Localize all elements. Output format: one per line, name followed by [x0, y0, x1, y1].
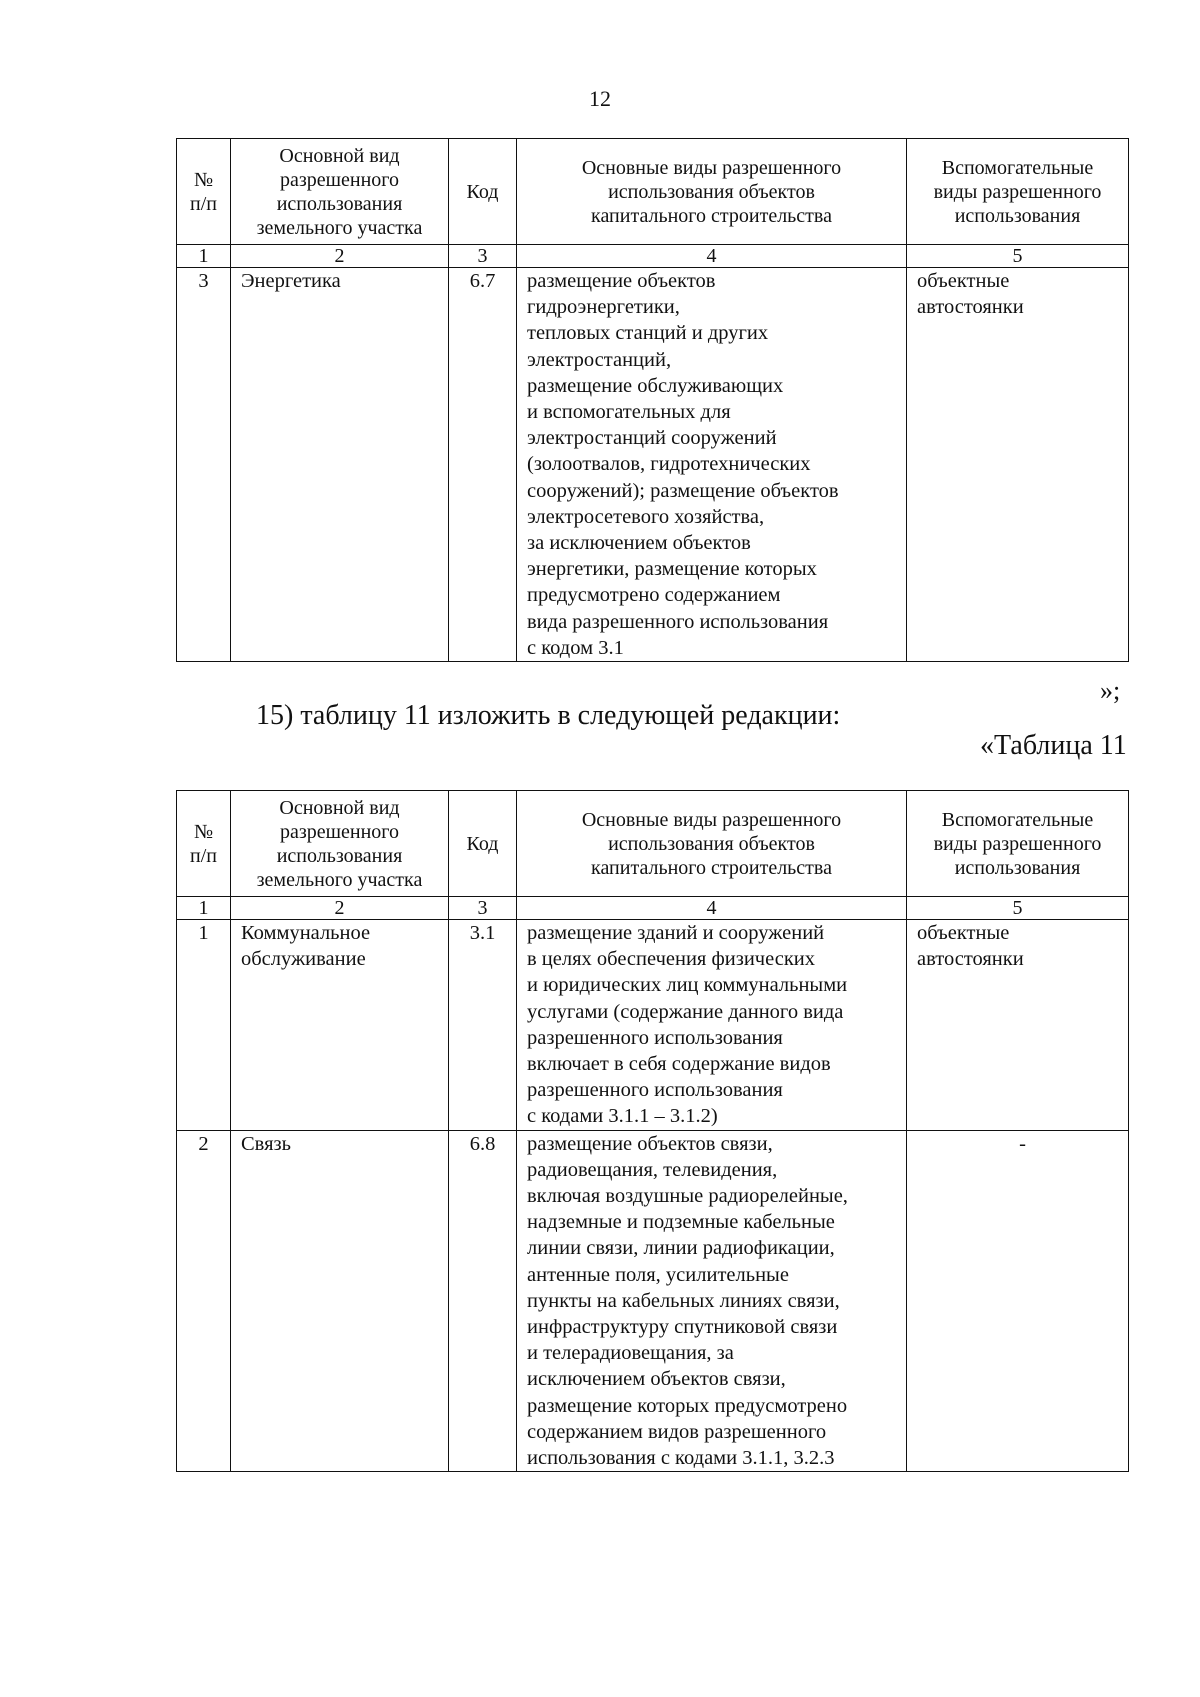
header-num	[177, 791, 231, 897]
column-number: 3	[449, 897, 517, 920]
text-line: п/п	[190, 844, 217, 867]
text-line: сооружений); размещение объектов	[527, 479, 839, 502]
text-line: вида разрешенного использования	[527, 610, 829, 633]
row-main-uses	[517, 1130, 907, 1472]
text-line: антенные поля, усилительные	[527, 1263, 789, 1286]
regulation-table-bottom	[176, 790, 1129, 1472]
text-line: п/п	[190, 192, 217, 215]
row-main-uses	[517, 268, 907, 662]
text-line: размещение зданий и сооружений	[527, 922, 825, 944]
text-line: и телерадиовещания, за	[527, 1342, 734, 1365]
row-number: 1	[177, 920, 231, 1131]
text-line: включает в себя содержание видов	[527, 1053, 831, 1076]
table-row	[177, 920, 1129, 1131]
text-line: Основной вид	[279, 796, 400, 819]
column-number: 2	[231, 897, 449, 920]
text-line: электросетевого хозяйства,	[527, 505, 765, 528]
text-line: с кодами 3.1.1 – 3.1.2)	[527, 1105, 718, 1128]
header-main-use	[231, 139, 449, 245]
page-number: 12	[589, 86, 611, 111]
text-line: и юридических лиц коммунальными	[527, 974, 848, 997]
regulation-table-top	[176, 138, 1129, 662]
text-line: и вспомогательных для	[527, 401, 731, 424]
text-line: размещение обслуживающих	[527, 374, 784, 397]
text-line: капитального строительства	[591, 856, 832, 879]
text-line: электростанций сооружений	[527, 427, 777, 450]
column-number: 2	[231, 245, 449, 268]
text-line: электростанций,	[527, 348, 672, 371]
text-line: разрешенного использования	[527, 1026, 783, 1049]
text-line: Основные виды разрешенного	[581, 808, 842, 831]
text-line: использования	[954, 204, 1081, 227]
text-line: гидроэнергетики,	[527, 296, 680, 319]
column-number: 4	[517, 245, 907, 268]
text-line: надземные и подземные кабельные	[527, 1211, 835, 1234]
text-line: обслуживание	[241, 948, 366, 971]
text-line: инфраструктуру спутниковой связи	[527, 1316, 838, 1339]
text-line: услугами (содержание данного вида	[527, 1000, 844, 1023]
text-line: использования объектов	[608, 832, 815, 855]
header-row	[177, 139, 1129, 245]
column-number: 4	[517, 897, 907, 920]
row-number: 3	[177, 268, 231, 662]
text-line: Основные виды разрешенного	[581, 156, 842, 179]
row-aux-uses	[907, 1130, 1129, 1472]
text-line: тепловых станций и других	[527, 322, 769, 345]
text-line: №	[193, 168, 214, 191]
header-aux-uses	[907, 139, 1129, 245]
text-line: исключением объектов связи,	[527, 1368, 786, 1391]
text-line: использования с кодами 3.1.1, 3.2.3	[527, 1447, 835, 1470]
table-caption: «Таблица 11	[980, 730, 1127, 761]
text-line: объектные	[917, 922, 1010, 944]
header-main-uses-oks	[517, 791, 907, 897]
text-line: виды разрешенного	[933, 180, 1102, 203]
column-number: 5	[907, 897, 1129, 920]
header-code: Код	[449, 139, 517, 245]
header-row	[177, 791, 1129, 897]
text-line: размещение объектов связи,	[527, 1132, 773, 1155]
text-line: Связь	[241, 1132, 291, 1155]
text-line: использования	[276, 844, 403, 867]
text-line: радиовещания, телевидения,	[527, 1158, 778, 1181]
row-main-uses	[517, 920, 907, 1131]
text-line: Вспомогательные	[941, 808, 1094, 831]
column-number: 1	[177, 897, 231, 920]
text-line: разрешенного использования	[527, 1079, 783, 1102]
text-line: Энергетика	[241, 270, 341, 292]
row-use-name	[231, 920, 449, 1131]
header-main-use	[231, 791, 449, 897]
column-number-row	[177, 897, 1129, 920]
text-line: линии связи, линии радиофикации,	[527, 1237, 835, 1260]
column-number: 5	[907, 245, 1129, 268]
row-code: 6.8	[449, 1130, 517, 1472]
text-line: (золоотвалов, гидротехнических	[527, 453, 811, 476]
text-line: содержанием видов разрешенного	[527, 1420, 827, 1443]
row-use-name	[231, 268, 449, 662]
text-line: Коммунальное	[241, 922, 371, 944]
table-row	[177, 268, 1129, 662]
row-aux-uses	[907, 920, 1129, 1131]
row-aux-uses	[907, 268, 1129, 662]
text-line: энергетики, размещение которых	[527, 558, 817, 581]
text-line: земельного участка	[256, 216, 423, 239]
text-line: включая воздушные радиорелейные,	[527, 1185, 848, 1208]
text-line: автостоянки	[917, 948, 1024, 971]
row-number: 2	[177, 1130, 231, 1472]
header-aux-uses	[907, 791, 1129, 897]
text-line: размещение которых предусмотрено	[527, 1394, 848, 1417]
header-code: Код	[449, 791, 517, 897]
text-line: за исключением объектов	[527, 532, 751, 555]
table-row	[177, 1130, 1129, 1472]
column-number-row	[177, 245, 1129, 268]
text-line: пункты на кабельных линиях связи,	[527, 1289, 840, 1312]
row-code: 3.1	[449, 920, 517, 1131]
amendment-instruction: 15) таблицу 11 изложить в следующей редакции:	[256, 700, 841, 731]
text-line: №	[193, 820, 214, 843]
header-main-uses-oks	[517, 139, 907, 245]
text-line: использования	[954, 856, 1081, 879]
column-number: 3	[449, 245, 517, 268]
header-num	[177, 139, 231, 245]
text-line: размещение объектов	[527, 270, 716, 292]
column-number: 1	[177, 245, 231, 268]
row-code: 6.7	[449, 268, 517, 662]
text-line: автостоянки	[917, 296, 1024, 319]
row-use-name	[231, 1130, 449, 1472]
text-line: использования объектов	[608, 180, 815, 203]
text-line: разрешенного	[279, 820, 400, 843]
text-line: предусмотрено содержанием	[527, 584, 781, 607]
text-line: Основной вид	[279, 144, 400, 167]
closing-quote: »;	[1100, 676, 1121, 705]
text-line: капитального строительства	[591, 204, 832, 227]
text-line: использования	[276, 192, 403, 215]
text-line: виды разрешенного	[933, 832, 1102, 855]
text-line: объектные	[917, 270, 1010, 292]
text-line: земельного участка	[256, 868, 423, 891]
empty-value-dash: -	[1019, 1132, 1026, 1155]
text-line: Вспомогательные	[941, 156, 1094, 179]
text-line: разрешенного	[279, 168, 400, 191]
text-line: с кодом 3.1	[527, 636, 624, 659]
text-line: в целях обеспечения физических	[527, 948, 816, 971]
